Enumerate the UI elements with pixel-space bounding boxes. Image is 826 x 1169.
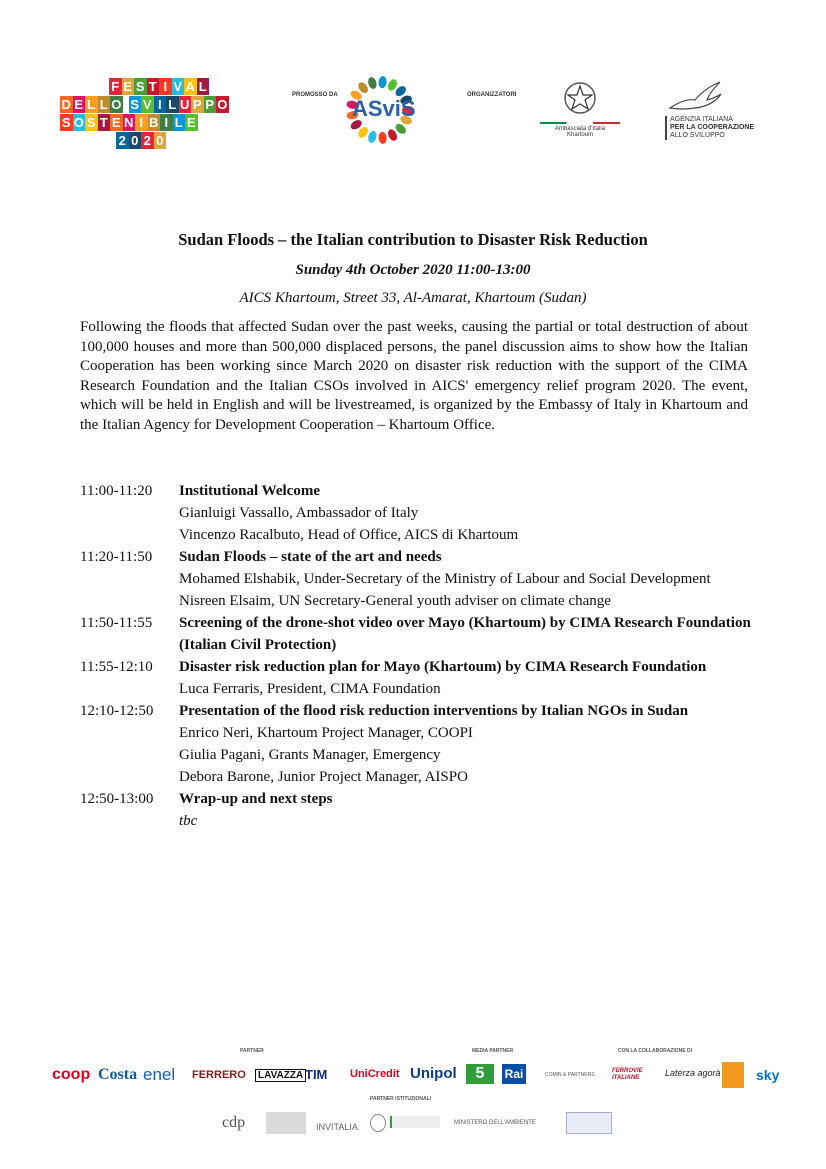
festival-logo-letter: L <box>98 96 111 113</box>
asvis-logo-text: ASviS <box>352 96 416 121</box>
agenda-item <box>80 656 760 700</box>
festival-logo-letter: N <box>124 115 134 130</box>
agenda-time: 11:55-12:10 <box>80 659 153 675</box>
festival-logo-letter: S <box>61 115 71 130</box>
agenda-time: 12:50-13:00 <box>80 791 154 807</box>
dove-icon <box>665 78 725 114</box>
festival-logo-row <box>60 78 235 95</box>
inst-cdp: cdp <box>222 1114 246 1131</box>
agenda-item <box>80 480 760 546</box>
agenda-speaker: tbc <box>179 813 198 829</box>
media-rai: Rai <box>502 1064 526 1084</box>
promoted-label: PROMOSSO DA <box>292 92 338 98</box>
partner-tim: TIM <box>305 1067 328 1082</box>
agenda-time: 12:10-12:50 <box>80 703 154 719</box>
festival-logo-letter: I <box>159 78 172 95</box>
festival-logo-letter: E <box>111 115 121 130</box>
festival-logo-letter: S <box>130 97 140 112</box>
festival-logo-letter: U <box>180 97 190 112</box>
festival-logo-letter: 0 <box>129 132 142 149</box>
agenda-speaker: Vincenzo Racalbuto, Head of Office, AICS di Khartoum <box>179 527 519 543</box>
partner-unicredit: UniCredit <box>350 1068 400 1080</box>
festival-logo-letter: 2 <box>116 132 129 149</box>
partner-lavazza: LAVAZZA <box>255 1069 306 1082</box>
collaboration-label: CON LA COLLABORAZIONE DI <box>618 1048 692 1054</box>
festival-logo <box>60 78 235 150</box>
emblem-icon <box>370 1114 386 1132</box>
festival-logo-letter: L <box>166 96 179 113</box>
collab-sky: sky <box>756 1067 780 1083</box>
festival-logo-letter: D <box>61 97 71 112</box>
agenda-item <box>80 612 760 656</box>
aics-line-3: ALLO SVILUPPO <box>670 132 725 139</box>
festival-logo-letter: E <box>74 97 84 112</box>
collab-laterza: Laterza agorà <box>665 1068 721 1078</box>
festival-logo-letter: E <box>186 115 196 130</box>
festival-logo-letter: O <box>111 97 122 112</box>
agenda-session-title: Presentation of the flood risk reduction interventions by Italian NGOs in Sudan <box>179 703 689 719</box>
agenda-time: 11:20-11:50 <box>80 549 153 565</box>
inst-invitalia: INVITALIA <box>316 1122 358 1132</box>
festival-logo-row <box>60 96 235 113</box>
agenda-item <box>80 546 760 612</box>
embassy-line-2: Khartoum <box>566 132 593 138</box>
media-partner-label: MEDIA PARTNER <box>472 1048 514 1054</box>
festival-logo-letter: S <box>135 79 145 94</box>
festival-logo-letter: O <box>73 115 84 130</box>
agenda-time: 11:00-11:20 <box>80 483 153 499</box>
partner-ferrero: FERRERO <box>192 1069 246 1081</box>
festival-logo-letter: 2 <box>141 132 154 149</box>
agenda <box>80 480 760 832</box>
agenda-speaker: Giulia Pagani, Grants Manager, Emergency <box>179 747 441 763</box>
agenda-item <box>80 700 760 788</box>
partner-unipol: Unipol <box>410 1065 457 1082</box>
festival-logo-letter: S <box>86 115 96 130</box>
partner-enel: enel <box>143 1065 176 1084</box>
festival-logo-letter: V <box>142 97 152 112</box>
eu-flag-icon <box>266 1112 306 1134</box>
agenda-session-title: Screening of the drone-shot video over Mayo (Khartoum) by CIMA Research Foundation (Italian Civil Protection) <box>179 615 751 653</box>
event-venue: AICS Khartoum, Street 33, Al-Amarat, Khartoum (Sudan) <box>239 290 587 306</box>
collab-comin: COMIN & PARTNERS <box>545 1072 595 1078</box>
agenda-speaker: Luca Ferraris, President, CIMA Foundation <box>179 681 441 697</box>
festival-logo-letter: L <box>173 114 186 131</box>
festival-logo-letter: O <box>217 97 228 112</box>
partner-costa: Costa <box>98 1066 138 1083</box>
organizers-label: ORGANIZZATORI <box>467 92 517 98</box>
mae-logo-icon <box>390 1116 440 1128</box>
footer-logos <box>0 1040 826 1169</box>
partner-label: PARTNER <box>240 1048 264 1054</box>
festival-logo-letter: T <box>98 114 111 131</box>
festival-logo-letter: V <box>173 79 183 94</box>
asvis-petal <box>378 132 387 145</box>
asvis-petal <box>367 130 378 144</box>
festival-logo-letter: E <box>123 79 133 94</box>
agenda-speaker: Debora Barone, Junior Project Manager, AISPO <box>179 769 468 785</box>
asvis-petal <box>367 76 378 90</box>
media-5: 5 <box>466 1064 494 1084</box>
collab-ferrovie: FERROVIE ITALIANE <box>612 1068 643 1081</box>
festival-logo-letter: I <box>154 96 167 113</box>
partner-coop: coop <box>52 1066 91 1083</box>
festival-logo-letter: B <box>149 115 159 130</box>
festival-logo-letter: P <box>205 97 215 112</box>
festival-logo-letter: T <box>147 78 160 95</box>
event-intro: Following the floods that affected Sudan over the past weeks, causing the partial or total destruction of about 100,000 houses and more than 500,000 displaced persons, the panel discussion aims to show how the Italian Cooperation has been working since March 2020 on disaster risk reduction with the support of the CIMA Research Foundation and the Italian CSOs involved in AICS' emergency relief program 2020. The event, which will be held in English and will be livestreamed, is organized by the Embassy of Italy in Khartoum and the Italian Agency for Development Cooperation – Khartoum Office. <box>80 319 748 433</box>
asvis-petal <box>378 76 387 89</box>
agenda-speaker: Mohamed Elshabik, Under-Secretary of the Ministry of Labour and Social Development <box>179 571 711 587</box>
agenda-session-title: Disaster risk reduction plan for Mayo (Khartoum) by CIMA Research Foundation <box>179 659 707 675</box>
agenda-session-title: Wrap-up and next steps <box>179 791 333 807</box>
agenda-speaker: Gianluigi Vassallo, Ambassador of Italy <box>179 505 419 521</box>
agenda-session-title: Sudan Floods – state of the art and needs <box>179 549 442 565</box>
embassy-logo <box>540 78 620 138</box>
emblem-italy-icon <box>562 78 598 118</box>
aics-line-2: PER LA COOPERAZIONE <box>670 124 755 131</box>
institutional-label: PARTNER ISTITUZIONALI <box>370 1096 432 1102</box>
event-title: Sudan Floods – the Italian contribution to Disaster Risk Reduction <box>178 230 648 249</box>
agenda-time: 11:50-11:55 <box>80 615 153 631</box>
agenda-speaker: Enrico Neri, Khartoum Project Manager, COOPI <box>179 725 473 741</box>
collab-book-icon <box>722 1062 744 1088</box>
festival-logo-letter: I <box>135 114 148 131</box>
aics-line-1: AGENZIA ITALIANA <box>670 116 733 123</box>
festival-logo-letter: L <box>197 78 210 95</box>
festival-logo-letter: F <box>109 78 122 95</box>
aics-logo <box>665 78 755 140</box>
festival-logo-letter: P <box>192 97 202 112</box>
festival-logo-letter: A <box>185 79 195 94</box>
header-logos <box>0 70 826 150</box>
festival-logo-letter: 0 <box>154 132 167 149</box>
agenda-item <box>80 788 760 832</box>
embassy-line-1: Ambasciata d'Italia <box>554 126 606 132</box>
agenda-speaker: Nisreen Elsaim, UN Secretary-General youth adviser on climate change <box>179 593 611 609</box>
festival-logo-row <box>60 114 235 131</box>
festival-logo-row <box>60 132 235 149</box>
agenda-session-title: Institutional Welcome <box>179 483 320 499</box>
festival-logo-letter: I <box>160 114 173 131</box>
festival-logo-letter: L <box>85 96 98 113</box>
event-date: Sunday 4th October 2020 11:00-13:00 <box>295 262 531 278</box>
inst-ministero: MINISTERO DELL'AMBIENTE <box>454 1120 536 1126</box>
presidency-logo-icon <box>566 1112 612 1134</box>
